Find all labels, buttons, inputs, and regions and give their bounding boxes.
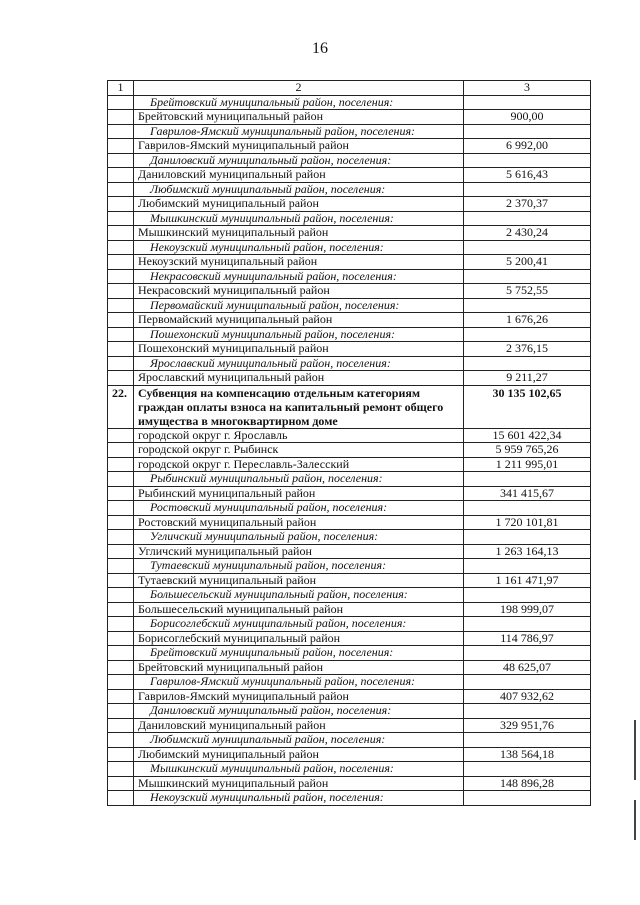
row-amount: 48 625,07 xyxy=(464,660,591,675)
row-name-text: Даниловский муниципальный район, поселения: xyxy=(150,153,392,167)
table-row-subheading xyxy=(108,240,591,255)
row-amount: 1 720 101,81 xyxy=(464,515,591,530)
row-name-text: Ярославский муниципальный район, поселения: xyxy=(150,356,391,370)
row-amount: 114 786,97 xyxy=(464,631,591,646)
row-name: Гаврилов-Ямский муниципальный район xyxy=(134,689,464,704)
table-row-subheading xyxy=(108,124,591,139)
row-amount xyxy=(464,472,591,487)
row-number xyxy=(108,124,134,139)
row-amount xyxy=(464,617,591,632)
row-number xyxy=(108,95,134,110)
row-name: городской округ г. Ярославль xyxy=(134,428,464,443)
row-number xyxy=(108,501,134,516)
page-number: 16 xyxy=(312,40,328,57)
row-number xyxy=(108,631,134,646)
row-number xyxy=(108,240,134,255)
row-number xyxy=(108,153,134,168)
row-name-text: Рыбинский муниципальный район, поселения: xyxy=(150,471,383,485)
row-name-text: Некрасовский муниципальный район, поселения: xyxy=(150,269,397,283)
table-row-subheading xyxy=(108,182,591,197)
row-amount xyxy=(464,240,591,255)
row-amount: 30 135 102,65 xyxy=(464,385,591,428)
table-row xyxy=(108,486,591,501)
row-name xyxy=(134,733,464,748)
row-name xyxy=(134,211,464,226)
table-row xyxy=(108,544,591,559)
row-amount xyxy=(464,501,591,516)
row-name: Гаврилов-Ямский муниципальный район xyxy=(134,139,464,154)
row-number xyxy=(108,443,134,458)
row-name-text: Ростовский муниципальный район, поселения: xyxy=(150,500,388,514)
row-amount xyxy=(464,356,591,371)
row-name xyxy=(134,182,464,197)
row-number xyxy=(108,255,134,270)
table-row xyxy=(108,428,591,443)
table-row-section xyxy=(108,385,591,428)
row-name xyxy=(134,530,464,545)
table-row xyxy=(108,255,591,270)
row-number xyxy=(108,718,134,733)
row-amount: 9 211,27 xyxy=(464,371,591,386)
row-amount: 5 752,55 xyxy=(464,284,591,299)
row-number xyxy=(108,211,134,226)
table-row xyxy=(108,313,591,328)
column-header-2: 2 xyxy=(134,81,464,96)
row-amount xyxy=(464,704,591,719)
row-name: Первомайский муниципальный район xyxy=(134,313,464,328)
table-row xyxy=(108,342,591,357)
row-number xyxy=(108,689,134,704)
table-row xyxy=(108,747,591,762)
row-amount: 900,00 xyxy=(464,110,591,125)
row-name xyxy=(134,269,464,284)
table-row-subheading xyxy=(108,762,591,777)
row-name: Угличский муниципальный район xyxy=(134,544,464,559)
row-number xyxy=(108,573,134,588)
row-number xyxy=(108,747,134,762)
row-name-text: Любимский муниципальный район, поселения: xyxy=(150,732,386,746)
row-number xyxy=(108,298,134,313)
column-header-1: 1 xyxy=(108,81,134,96)
row-number xyxy=(108,197,134,212)
row-name xyxy=(134,588,464,603)
table-row-subheading xyxy=(108,559,591,574)
table-row xyxy=(108,168,591,183)
row-name-text: Любимский муниципальный район, поселения: xyxy=(150,182,386,196)
row-amount: 2 430,24 xyxy=(464,226,591,241)
row-name: Большесельский муниципальный район xyxy=(134,602,464,617)
table-row-subheading xyxy=(108,298,591,313)
table-row xyxy=(108,660,591,675)
row-name xyxy=(134,356,464,371)
row-number xyxy=(108,559,134,574)
table-row-subheading xyxy=(108,211,591,226)
table-row xyxy=(108,226,591,241)
table-row-subheading xyxy=(108,153,591,168)
row-name: Даниловский муниципальный район xyxy=(134,168,464,183)
row-amount xyxy=(464,211,591,226)
table-row xyxy=(108,371,591,386)
row-name xyxy=(134,124,464,139)
row-amount: 5 200,41 xyxy=(464,255,591,270)
row-name xyxy=(134,472,464,487)
row-name xyxy=(134,327,464,342)
row-name-text: Угличский муниципальный район, поселения: xyxy=(150,529,379,543)
table-row xyxy=(108,110,591,125)
row-number xyxy=(108,588,134,603)
row-number xyxy=(108,313,134,328)
row-name xyxy=(134,501,464,516)
row-name: Некоузский муниципальный район xyxy=(134,255,464,270)
row-name: Борисоглебский муниципальный район xyxy=(134,631,464,646)
row-amount: 1 263 164,13 xyxy=(464,544,591,559)
table-row xyxy=(108,284,591,299)
row-name-text: Некоузский муниципальный район, поселения: xyxy=(150,240,384,254)
row-amount: 138 564,18 xyxy=(464,747,591,762)
row-name: городской округ г. Рыбинск xyxy=(134,443,464,458)
row-name-text: Мышкинский муниципальный район, поселения: xyxy=(150,761,394,775)
row-amount xyxy=(464,153,591,168)
column-header-3: 3 xyxy=(464,81,591,96)
row-number xyxy=(108,602,134,617)
row-name: Тутаевский муниципальный район xyxy=(134,573,464,588)
row-name-text: Пошехонский муниципальный район, поселения: xyxy=(150,327,396,341)
row-name xyxy=(134,704,464,719)
table-row xyxy=(108,573,591,588)
row-amount: 5 959 765,26 xyxy=(464,443,591,458)
row-number xyxy=(108,284,134,299)
table-row xyxy=(108,718,591,733)
row-amount: 1 161 471,97 xyxy=(464,573,591,588)
row-number xyxy=(108,457,134,472)
row-amount: 1 211 995,01 xyxy=(464,457,591,472)
row-amount: 329 951,76 xyxy=(464,718,591,733)
scan-edge-mark xyxy=(634,720,636,780)
row-name xyxy=(134,791,464,806)
row-number xyxy=(108,486,134,501)
row-number xyxy=(108,617,134,632)
row-name: Пошехонский муниципальный район xyxy=(134,342,464,357)
row-number xyxy=(108,139,134,154)
table-header-row xyxy=(108,81,591,96)
table-row xyxy=(108,457,591,472)
row-name xyxy=(134,646,464,661)
row-name: Даниловский муниципальный район xyxy=(134,718,464,733)
row-number xyxy=(108,544,134,559)
row-amount: 148 896,28 xyxy=(464,776,591,791)
row-amount xyxy=(464,298,591,313)
row-number xyxy=(108,530,134,545)
row-name: Мышкинский муниципальный район xyxy=(134,776,464,791)
row-amount xyxy=(464,327,591,342)
row-number xyxy=(108,168,134,183)
row-name xyxy=(134,559,464,574)
row-name xyxy=(134,153,464,168)
row-amount: 407 932,62 xyxy=(464,689,591,704)
budget-table-body xyxy=(108,81,591,806)
row-name-text: Тутаевский муниципальный район, поселения: xyxy=(150,558,387,572)
row-amount xyxy=(464,95,591,110)
row-amount: 6 992,00 xyxy=(464,139,591,154)
row-name-text: Мышкинский муниципальный район, поселения: xyxy=(150,211,394,225)
row-name-text: Гаврилов-Ямский муниципальный район, поселения: xyxy=(150,674,416,688)
row-number xyxy=(108,515,134,530)
table-row-subheading xyxy=(108,646,591,661)
table-row xyxy=(108,776,591,791)
row-name xyxy=(134,762,464,777)
table-row xyxy=(108,197,591,212)
row-number xyxy=(108,428,134,443)
row-number xyxy=(108,675,134,690)
table-row xyxy=(108,515,591,530)
row-name xyxy=(134,240,464,255)
row-amount: 5 616,43 xyxy=(464,168,591,183)
table-row-subheading xyxy=(108,588,591,603)
row-amount xyxy=(464,762,591,777)
row-name: Ростовский муниципальный район xyxy=(134,515,464,530)
budget-table xyxy=(107,80,591,806)
scan-edge-mark xyxy=(634,800,636,840)
table-row xyxy=(108,443,591,458)
row-amount: 198 999,07 xyxy=(464,602,591,617)
row-name-text: Брейтовский муниципальный район, поселения: xyxy=(150,645,394,659)
row-number xyxy=(108,356,134,371)
row-amount xyxy=(464,124,591,139)
row-name: Некрасовский муниципальный район xyxy=(134,284,464,299)
table-row-subheading xyxy=(108,530,591,545)
row-number xyxy=(108,371,134,386)
table-row-subheading xyxy=(108,704,591,719)
table-row-subheading xyxy=(108,501,591,516)
row-number xyxy=(108,704,134,719)
table-row-subheading xyxy=(108,675,591,690)
row-name-text: Брейтовский муниципальный район, поселения: xyxy=(150,95,394,109)
row-amount xyxy=(464,791,591,806)
table-row xyxy=(108,631,591,646)
row-amount xyxy=(464,675,591,690)
row-amount: 341 415,67 xyxy=(464,486,591,501)
row-number xyxy=(108,269,134,284)
row-number xyxy=(108,226,134,241)
table-row-subheading xyxy=(108,356,591,371)
row-name: Брейтовский муниципальный район xyxy=(134,110,464,125)
table-row-subheading xyxy=(108,269,591,284)
row-number xyxy=(108,776,134,791)
row-number xyxy=(108,472,134,487)
row-name: Любимский муниципальный район xyxy=(134,197,464,212)
row-amount xyxy=(464,733,591,748)
row-number xyxy=(108,762,134,777)
row-name xyxy=(134,617,464,632)
row-name xyxy=(134,298,464,313)
row-name-text: Первомайский муниципальный район, поселения: xyxy=(150,298,400,312)
table-row xyxy=(108,689,591,704)
table-row xyxy=(108,602,591,617)
table-row-subheading xyxy=(108,733,591,748)
table-row-subheading xyxy=(108,472,591,487)
row-name: Любимский муниципальный район xyxy=(134,747,464,762)
row-amount xyxy=(464,559,591,574)
row-number xyxy=(108,110,134,125)
row-amount: 2 376,15 xyxy=(464,342,591,357)
table-row-subheading xyxy=(108,617,591,632)
row-name: Брейтовский муниципальный район xyxy=(134,660,464,675)
table-row-subheading xyxy=(108,327,591,342)
row-amount: 1 676,26 xyxy=(464,313,591,328)
row-number xyxy=(108,660,134,675)
row-name: городской округ г. Переславль-Залесский xyxy=(134,457,464,472)
row-amount xyxy=(464,588,591,603)
row-number xyxy=(108,733,134,748)
table-row xyxy=(108,139,591,154)
row-name-text: Большесельский муниципальный район, поселения: xyxy=(150,587,408,601)
row-name: Рыбинский муниципальный район xyxy=(134,486,464,501)
row-number xyxy=(108,646,134,661)
row-name-text: Даниловский муниципальный район, поселения: xyxy=(150,703,392,717)
row-name: Мышкинский муниципальный район xyxy=(134,226,464,241)
row-amount: 15 601 422,34 xyxy=(464,428,591,443)
row-name-text: Борисоглебский муниципальный район, поселения: xyxy=(150,616,407,630)
row-amount xyxy=(464,646,591,661)
row-name-text: Гаврилов-Ямский муниципальный район, поселения: xyxy=(150,124,416,138)
row-amount: 2 370,37 xyxy=(464,197,591,212)
row-name: Субвенция на компенсацию отдельным категориям граждан оплаты взноса на капитальный ремонт общего имущества в многоквартирном доме xyxy=(134,385,464,428)
table-row-subheading xyxy=(108,95,591,110)
row-number xyxy=(108,342,134,357)
row-number xyxy=(108,182,134,197)
row-name: Ярославский муниципальный район xyxy=(134,371,464,386)
row-amount xyxy=(464,269,591,284)
row-amount xyxy=(464,182,591,197)
row-number: 22. xyxy=(108,385,134,428)
row-name-text: Некоузский муниципальный район, поселения: xyxy=(150,790,384,804)
row-name xyxy=(134,95,464,110)
row-name xyxy=(134,675,464,690)
table-row-subheading xyxy=(108,791,591,806)
row-number xyxy=(108,327,134,342)
row-number xyxy=(108,791,134,806)
row-amount xyxy=(464,530,591,545)
